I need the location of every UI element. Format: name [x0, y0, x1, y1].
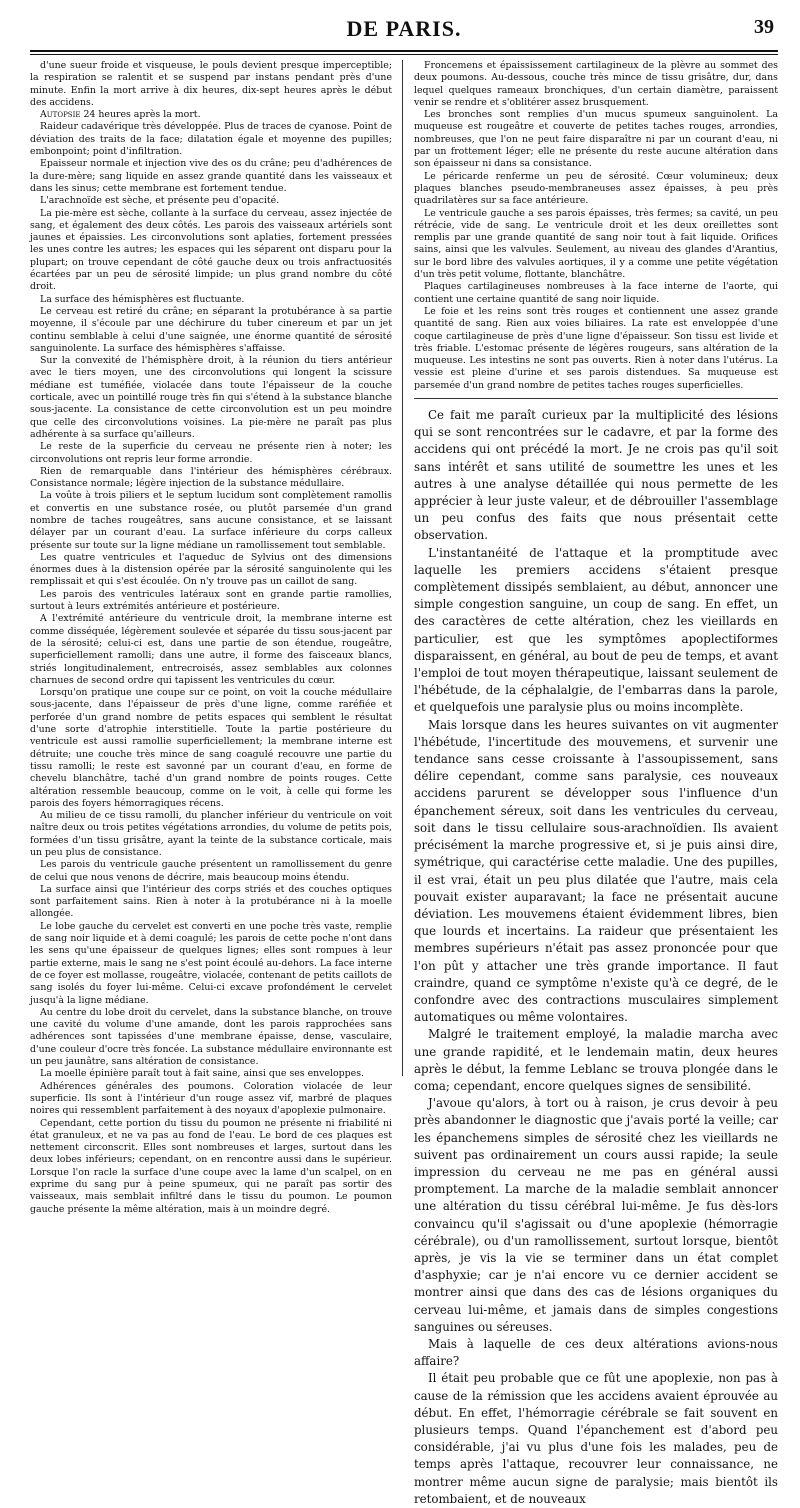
paragraph: Froncemens et épaississement cartilagineux de la plèvre au sommet des deux poumons. Au-dessous, couche très mince de tissu grisâtre, dur, dans lequel quelques rameaux bronchiques, d'un certain diamètre, paraissent venir se rendre et s'oblitérer assez brusquement.: [414, 60, 778, 108]
paragraph: La surface ainsi que l'intérieur des corps striés et des couches optiques sont parfaitement sains. Rien à noter à la protubérance ni à la moelle allongée.: [30, 883, 392, 920]
section-rule: [414, 398, 778, 399]
column-divider: [402, 60, 403, 1076]
newspaper-page: [30, 16, 778, 1506]
paragraph: Le reste de la superficie du cerveau ne présente rien à noter; les circonvolutions ont repris leur forme arrondie.: [30, 441, 392, 465]
paragraph: La pie-mère est sèche, collante à la surface du cerveau, assez injectée de sang, et également des deux côtés. Les parois des vaisseaux artériels sont jaunes et épaissies. Les circonvolutions sont aplaties, fortement pressées les unes contre les autres; les espaces qui les séparent ont disparu pour la plupart; on trouve cependant de côté gauche deux ou trois anfractuosités écartées par un peu de sérosité limpide; un plus grand nombre du côté droit.: [30, 207, 392, 293]
paragraph: Les bronches sont remplies d'un mucus spumeux sanguinolent. La muqueuse est rougeâtre et couverte de petites taches rouges, arrondies, nombreuses, que l'on ne peut faire disparaître ni par un courant d'eau, ni par un frottement léger; elle ne présente du reste aucune altération dans son épaisseur ni dans sa consistance.: [414, 109, 778, 170]
paragraph: Mais à laquelle de ces deux altérations avions-nous affaire?: [414, 1336, 778, 1369]
paragraph: Raideur cadavérique très développée. Plus de traces de cyanose. Point de déviation des traits de la face; dilatation égale et moyenne des pupilles; embonpoint; point d'infiltration.: [30, 121, 392, 158]
paragraph: Plaques cartilagineuses nombreuses à la face interne de l'aorte, qui contient une certaine quantité de sang noir liquide.: [414, 281, 778, 305]
paragraph: Les quatre ventricules et l'aqueduc de Sylvius ont des dimensions énormes dues à la distension opérée par la sérosité sanguinolente qui les remplissait et qui s'est écoulée. On n'y trouve pas un caillot de sang.: [30, 551, 392, 588]
paragraph: A l'extrémité antérieure du ventricule droit, la membrane interne est comme disséquée, légèrement soulevée et séparée du tissu sous-jacent par de la sérosité; celui-ci est, dans une partie de son étendue, rougeâtre, superficiellement ramolli; dans une autre, il forme des faisceaux blancs, striés longitudinalement, entrecroisés, assez semblables aux colonnes charnues de second ordre qui tapissent les ventricules du cœur.: [30, 613, 392, 686]
left-column: [30, 60, 392, 1215]
autopsy-line: [30, 109, 392, 121]
header-rule-thin: [30, 54, 778, 55]
paragraph: Ce fait me paraît curieux par la multiplicité des lésions qui se sont rencontrées sur le cadavre, et par la forme des accidens qui ont précédé la mort. Je ne crois pas qu'il soit sans intérêt et sans utilité de soumettre les unes et les autres à une analyse détaillée qui nous permette de les apprécier à leur juste valeur, et de débrouiller l'assemblage un peu confus des faits que nous présentait cette observation.: [414, 408, 778, 543]
paragraph: Lorsqu'on pratique une coupe sur ce point, on voit la couche médullaire sous-jacente, dans l'épaisseur de près d'une ligne, comme raréfiée et perforée d'un grand nombre de petits espaces qui semblent le résultat d'une sorte d'atrophie interstitielle. Toute la partie postérieure du ventricule est aussi ramollie superficiellement; la membrane interne est détruite; une couche très mince de sang coagulé recouvre une partie du tissu ramolli; le reste est savonné par un courant d'eau, en forme de chevelu blanchâtre, taché d'un grand nombre de points rouges. Cette altération ressemble beaucoup, comme on le voit, à celle qui forme les parois des foyers hémorragiques récens.: [30, 687, 392, 809]
paragraph: L'arachnoïde est sèche, et présente peu d'opacité.: [40, 195, 280, 207]
running-title: DE PARIS.: [346, 16, 462, 41]
paragraph: Les parois du ventricule gauche présentent un ramollissement du genre de celui que nous venons de décrire, mais beaucoup moins étendu.: [30, 859, 392, 883]
paragraph: Il était peu probable que ce fût une apoplexie, non pas à cause de la rémission que les accidens avaient éprouvée au début. En effet, l'hémorragie cérébrale se fait souvent en plusieurs temps. Quand l'épanchement est d'abord peu considérable, j'ai vu plus d'une fois les malades, peu de temps après l'attaque, recouvrer leur connaissance, ne montrer même aucun signe de paralysie; mais bientôt ils retombaient, et de nouveaux: [414, 1371, 778, 1506]
page-number: 39: [754, 16, 774, 38]
paragraph: La moelle épinière paraît tout à fait saine, ainsi que ses enveloppes.: [40, 1068, 365, 1080]
autopsy-label: Autopsie: [40, 109, 81, 121]
autopsy-text: 24 heures après la mort.: [83, 109, 201, 121]
paragraph: Les parois des ventricules latéraux sont en grande partie ramollies, surtout à leurs extrémités antérieure et postérieure.: [30, 588, 392, 613]
paragraph: Sur la convexité de l'hémisphère droit, à la réunion du tiers antérieur avec le tiers moyen, une des circonvolutions qui longent la scissure médiane est tuméfiée, violacée dans toute l'épaisseur de la couche corticale, avec un pointillé rouge très fin qui s'étend à la substance blanche sous-jacente. La consistance de cette circonvolution est un peu moindre que celle des circonvolutions voisines. La pie-mère ne paraît pas plus adhérente à sa surface qu'ailleurs.: [30, 355, 392, 440]
paragraph: Mais lorsque dans les heures suivantes on vit augmenter l'hébétude, l'incertitude des mouvemens, et survenir une tendance sans cesse croissante à l'assoupissement, sans délire cependant, comme sans paralysie, ces nouveaux accidens parurent se développer sous l'influence d'un épanchement séreux, soit dans les ventricules du cerveau, soit dans le tissu cellulaire sous-arachnoïdien. Ils avaient précisément la marche progressive et, si je puis ainsi dire, symétrique, qui caractérise cette maladie. Une des pupilles, il est vrai, était un peu plus dilatée que l'autre, mais cela pouvait exister auparavant; la face ne présentait aucune déviation. Les mouvemens étaient évidemment libres, bien que lourds et incertains. La raideur que présentaient les membres supérieurs n'était pas assez prononcée pour que l'on pût y attacher une très grande importance. Il faut craindre, quand ce symptôme n'existe qu'à ce degré, de le confondre avec des contractions musculaires simplement automatiques ou même volontaires.: [414, 717, 778, 1025]
paragraph: d'une sueur froide et visqueuse, le pouls devient presque imperceptible; la respiration se ralentit et se suspend par instans pendant près d'une minute. Enfin la mort arrive à dix heures, dix-sept heures après le début des accidens.: [30, 60, 392, 108]
paragraph: Epaisseur normale et injection vive des os du crâne; peu d'adhérences de la dure-mère; sang liquide en assez grande quantité dans les vaisseaux et dans les sinus; cette membrane est fortement tendue.: [30, 158, 392, 194]
paragraph: La surface des hémisphères est fluctuante.: [40, 293, 245, 305]
paragraph: La voûte à trois piliers et le septum lucidum sont complètement ramollis et convertis en une substance rosée, ou plutôt parsemée d'un grand nombre de taches rougeâtres, sans aucune consistance, et se laissant délayer par un courant d'eau. La surface inférieure du corps calleux présente sur toute sur la ligne médiane un ramollissement tout semblable.: [30, 490, 392, 551]
paragraph: Le foie et les reins sont très rouges et contiennent une assez grande quantité de sang. Rien aux voies biliaires. La rate est enveloppée d'une coque cartilagineuse de près d'une ligne d'épaisseur. Son tissu est livide et très friable. L'estomac présente de légères rougeurs, sans altération de la muqueuse. Les intestins ne sont pas ouverts. Rien à noter dans l'utérus. La vessie est pleine d'urine et ses parois distendues. Sa muqueuse est parsemée d'un grand nombre de petites taches rouges superficielles.: [414, 305, 778, 391]
paragraph: J'avoue qu'alors, à tort ou à raison, je crus devoir à peu près abandonner le diagnostic que j'avais porté la veille; car les épanchemens simples de sérosité chez les vieillards ne suivent pas ordinairement un cours aussi rapide; la seule impression du cerveau ne me pas en général aussi promptement. La marche de la maladie semblait annoncer une altération du tissu cérébral lui-même. Je fus dès-lors convaincu qu'il s'agissait ou d'une apoplexie (hémorragie cérébrale), ou d'un ramollissement, surtout lorsque, bientôt après, je vis la vie se terminer dans un état complet d'asphyxie; car je n'ai encore vu ce dernier accident se montrer ainsi que dans des cas de lésions organiques du cerveau lui-même, et jamais dans de simples congestions sanguines ou séreuses.: [414, 1096, 778, 1334]
header-rule: [30, 50, 778, 52]
right-small-text: [414, 60, 778, 392]
paragraph: Au milieu de ce tissu ramolli, du plancher inférieur du ventricule on voit naître deux ou trois petites végétations arrondies, du volume de petits pois, formées d'un tissu grisâtre, ayant la teinte de la substance corticale, mais un peu plus de consistance.: [30, 810, 392, 858]
paragraph: Le ventricule gauche a ses parois épaisses, très fermes; sa cavité, un peu rétrécie, vide de sang. Le ventricule droit et les deux oreillettes sont remplis par une grande quantité de sang noir tout à fait liquide. Orifices sains, ainsi que les valvules. Seulement, au niveau des glandes d'Arantius, sur le bord libre des valvules aortiques, il y a comme une petite végétation d'un très petit volume, flottante, blanchâtre.: [414, 207, 778, 281]
paragraph: Rien de remarquable dans l'intérieur des hémisphères cérébraux. Consistance normale; légère injection de la substance médullaire.: [30, 465, 392, 490]
paragraph: Le lobe gauche du cervelet est converti en une poche très vaste, remplie de sang noir liquide et à demi coagulé; les parois de cette poche n'ont dans les sens qu'une épaisseur de quelques lignes; elles sont rompues à leur partie externe, mais le sang ne s'est point écoulé au-dehors. La face interne de ce foyer est mollasse, rougeâtre, violacée, contenant de petits caillots de sang isolés du foyer lui-même. Celui-ci excave profondément le cervelet jusqu'à la ligne médiane.: [30, 920, 392, 1006]
right-column: [414, 60, 778, 1506]
paragraph: L'instantanéité de l'attaque et la promptitude avec laquelle les premiers accidens s'étaient presque complètement dissipés semblaient, au début, annoncer une simple congestion sanguine, un coup de sang. En effet, un des caractères de cette altération, chez les vieillards en particulier, est que les symptômes apoplectiformes disparaissent, en général, au bout de peu de temps, et avant l'emploi de tout moyen thérapeutique, laissant seulement de l'hébétude, de la céphalalgie, de l'embarras dans la parole, et quelquefois une paralysie plus ou moins incomplète.: [414, 545, 778, 715]
paragraph: Au centre du lobe droit du cervelet, dans la substance blanche, on trouve une cavité du volume d'une amande, dont les parois rapprochées sans adhérences sont tapissées d'une membrane épaisse, dense, vasculaire, d'une couleur d'ocre très foncée. La substance médullaire environnante est un peu jaunâtre, sans altération de consistance.: [30, 1006, 392, 1068]
right-large-text: [414, 407, 778, 1508]
paragraph: Le péricarde renferme un peu de sérosité. Cœur volumineux; deux plaques blanches pseudo-membraneuses assez épaisses, à peu près quadrilatères sur sa face antérieure.: [414, 170, 778, 207]
paragraph: Malgré le traitement employé, la maladie marcha avec une grande rapidité, et le lendemain matin, deux heures après le début, la femme Leblanc se trouva plongée dans le coma; cependant, encore quelques signes de sensibilité.: [414, 1027, 778, 1093]
page-header: [30, 16, 778, 44]
paragraph: Le cerveau est retiré du crâne; en séparant la protubérance à sa partie moyenne, il s'écoule par une déchirure du tuber cinereum et par un jet continu semblable à celui d'une saignée, une énorme quantité de sérosité sanguinolente. La surface des hémisphères s'affaisse.: [30, 305, 392, 354]
paragraph: Adhérences générales des poumons. Coloration violacée de leur superficie. Ils sont à l'intérieur d'un rouge assez vif, marbré de plaques noires qui ressemblent parfaitement à des noyaux d'apoplexie pulmonaire.: [30, 1080, 392, 1117]
paragraph: Cependant, cette portion du tissu du poumon ne présente ni friabilité ni état granuleux, et ne va pas au fond de l'eau. Le bord de ces plaques est nettement circonscrit. Elles sont nombreuses et larges, surtout dans les deux lobes inférieurs; cependant, on en rencontre aussi dans le supérieur. Lorsque l'on racle la surface d'une coupe avec la lame d'un scalpel, on en exprime du sang pur à peine spumeux, qui ne paraît pas sortir des vaisseaux, mais semblait infiltré dans le tissu du poumon. Le poumon gauche présente la même altération, mais à un moindre degré.: [30, 1117, 392, 1215]
columns: [30, 60, 778, 1506]
